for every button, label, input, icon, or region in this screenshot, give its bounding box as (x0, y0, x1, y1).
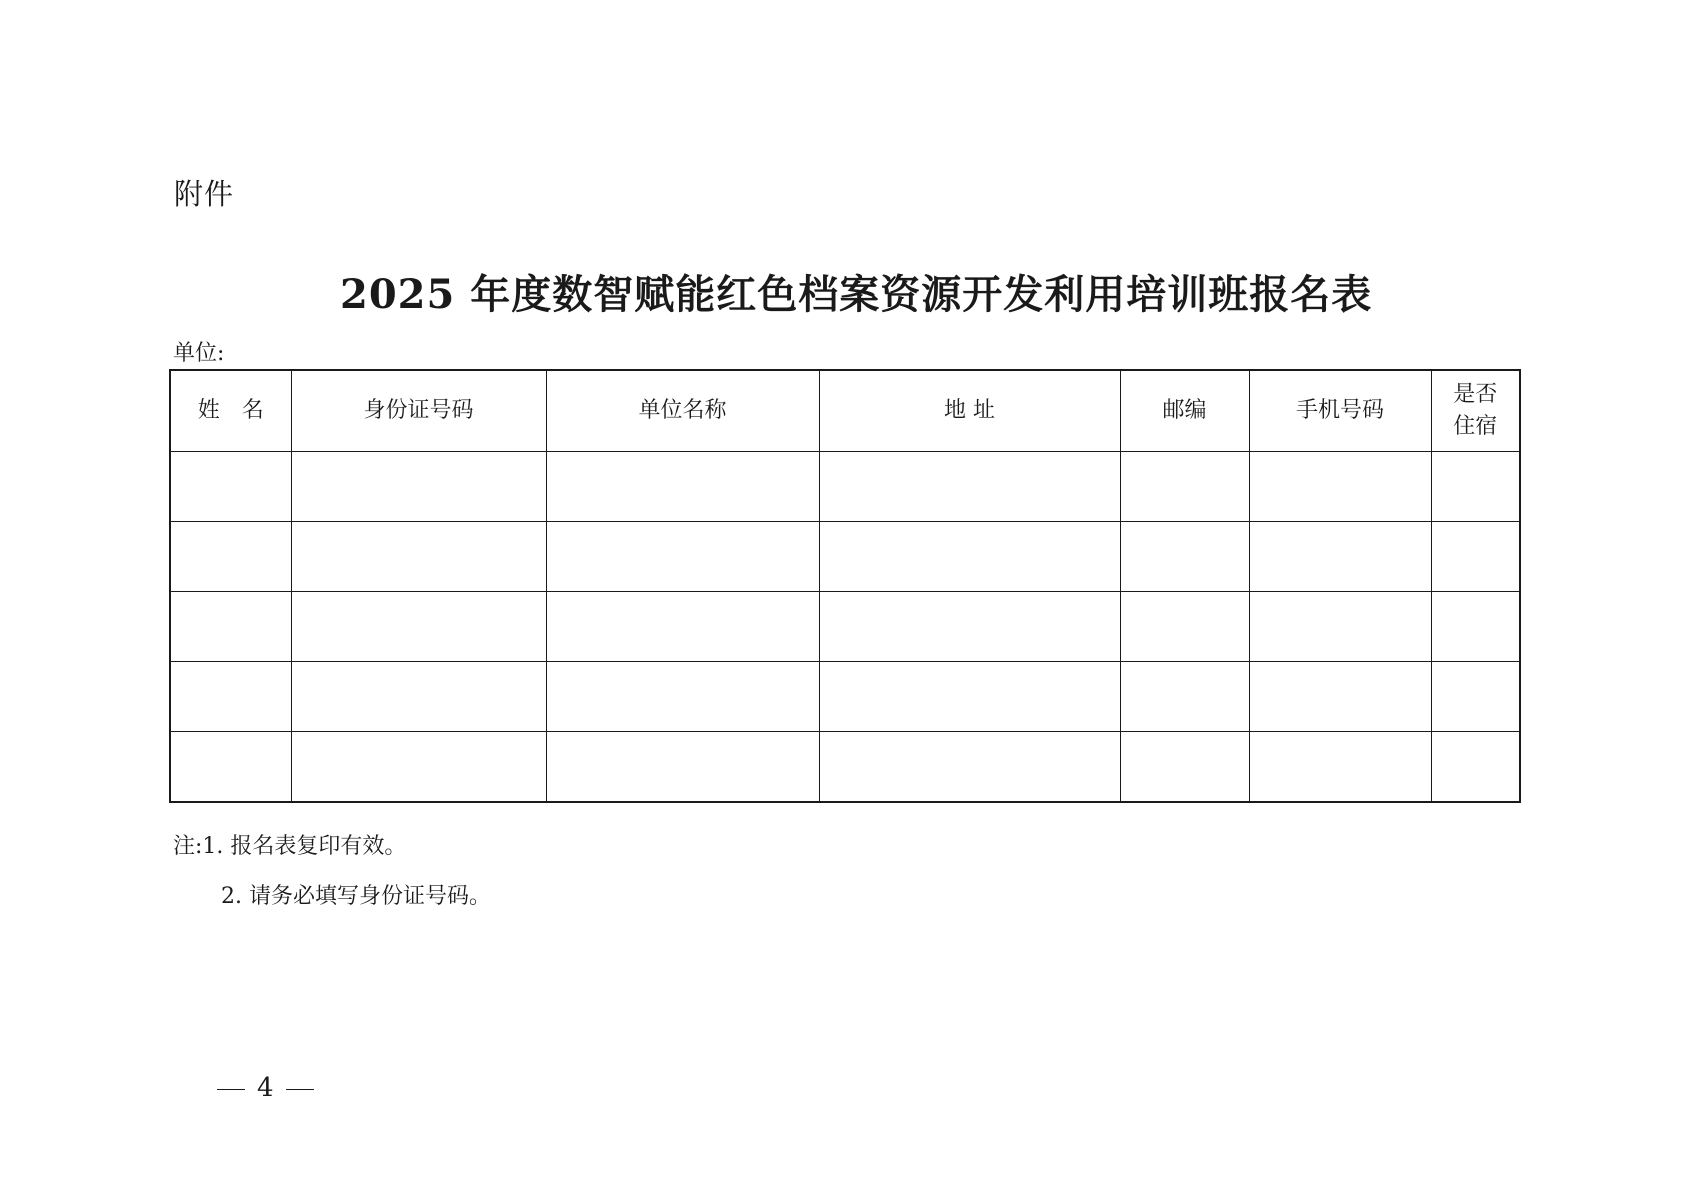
cell-address (819, 732, 1120, 803)
cell-id-number (291, 522, 546, 592)
cell-address (819, 592, 1120, 662)
header-organization: 单位名称 (546, 370, 819, 452)
cell-organization (546, 452, 819, 522)
table-row (170, 452, 1520, 522)
cell-address (819, 662, 1120, 732)
header-lodging-line1: 是否 (1453, 382, 1498, 407)
header-mobile: 手机号码 (1249, 370, 1431, 452)
table-body (170, 452, 1520, 803)
page-dash-right (286, 1089, 314, 1090)
note-1: 注:1. 报名表复印有效。 (173, 834, 407, 859)
cell-organization (546, 732, 819, 803)
cell-lodging (1431, 452, 1520, 522)
cell-organization (546, 522, 819, 592)
cell-postcode (1120, 592, 1249, 662)
attachment-label: 附件 (174, 177, 235, 211)
page-number-footer (205, 1073, 326, 1103)
table-row (170, 732, 1520, 803)
cell-lodging (1431, 522, 1520, 592)
cell-lodging (1431, 732, 1520, 803)
cell-mobile (1249, 592, 1431, 662)
cell-lodging (1431, 662, 1520, 732)
cell-postcode (1120, 732, 1249, 803)
cell-lodging (1431, 592, 1520, 662)
page-number: 4 (257, 1073, 274, 1103)
table-row (170, 522, 1520, 592)
unit-label: 单位: (173, 341, 225, 366)
header-postcode: 邮编 (1120, 370, 1249, 452)
cell-address (819, 452, 1120, 522)
header-lodging-line2: 住宿 (1453, 414, 1498, 439)
header-address: 地 址 (819, 370, 1120, 452)
cell-id-number (291, 662, 546, 732)
cell-organization (546, 662, 819, 732)
cell-postcode (1120, 662, 1249, 732)
header-name: 姓 名 (170, 370, 291, 452)
cell-name (170, 522, 291, 592)
header-lodging (1431, 370, 1520, 452)
registration-table (169, 369, 1521, 803)
header-id-number: 身份证号码 (291, 370, 546, 452)
cell-mobile (1249, 732, 1431, 803)
document-title: 2025 年度数智赋能红色档案资源开发利用培训班报名表 (340, 271, 1373, 318)
table-row (170, 662, 1520, 732)
cell-mobile (1249, 662, 1431, 732)
cell-mobile (1249, 452, 1431, 522)
cell-name (170, 452, 291, 522)
cell-id-number (291, 452, 546, 522)
note-2: 2. 请务必填写身份证号码。 (221, 884, 491, 909)
cell-postcode (1120, 522, 1249, 592)
cell-name (170, 662, 291, 732)
cell-organization (546, 592, 819, 662)
page-dash-left (217, 1089, 245, 1090)
notes (173, 822, 491, 922)
cell-address (819, 522, 1120, 592)
cell-id-number (291, 592, 546, 662)
cell-id-number (291, 732, 546, 803)
table-row (170, 592, 1520, 662)
cell-postcode (1120, 452, 1249, 522)
table-header-row (170, 370, 1520, 452)
cell-name (170, 732, 291, 803)
cell-mobile (1249, 522, 1431, 592)
cell-name (170, 592, 291, 662)
